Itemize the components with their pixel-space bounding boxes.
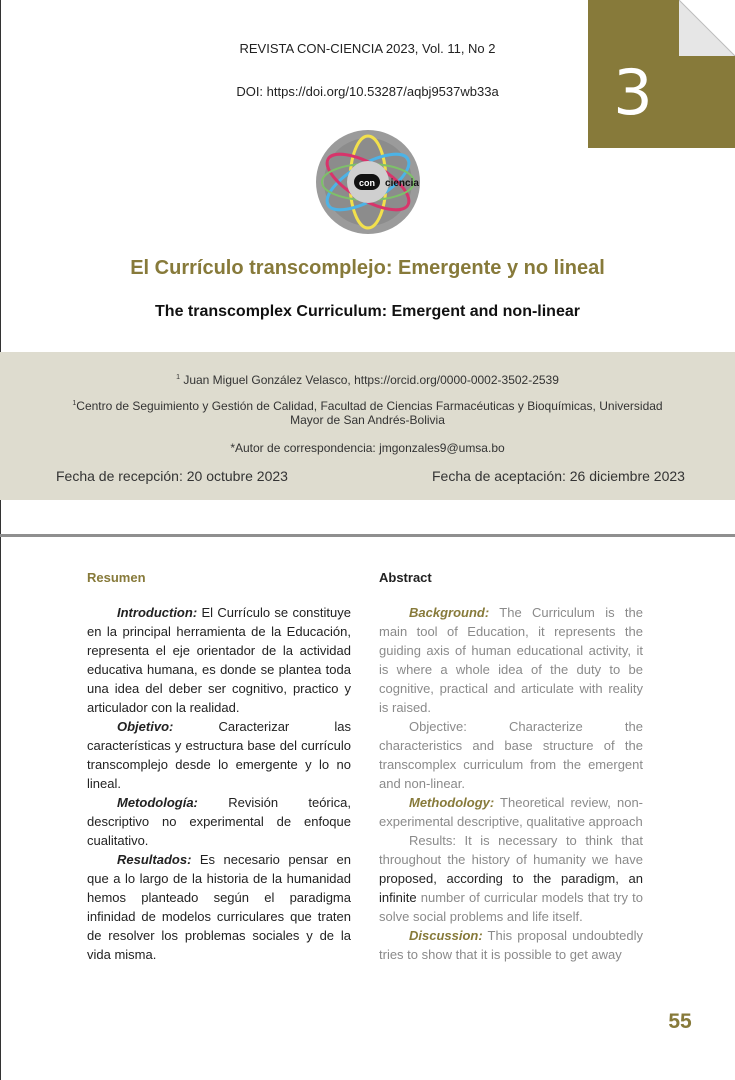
abstract-methodology: Methodology: Theoretical review, non-experimental descriptive, qualitative approach	[379, 795, 643, 829]
page-fold-icon	[679, 0, 735, 56]
page-left-edge	[0, 0, 1, 1080]
doi-line: DOI: https://doi.org/10.53287/aqbj9537wb33a	[236, 84, 499, 99]
accepted-date: Fecha de aceptación: 26 diciembre 2023	[432, 468, 685, 484]
correspondence-line: *Autor de correspondencia: jmgonzales9@umsa.bo	[230, 441, 505, 455]
affiliation-superscript: 1	[72, 400, 77, 407]
resumen-resultados: Resultados: Es necesario pensar en que a lo largo de la historia de la humanidad hemos planteado según el paradigma infinidad de modelos curriculares que traten de resolver los problemas sociales y de la vida misma.	[87, 852, 351, 962]
section-number: 3	[613, 56, 653, 129]
received-date: Fecha de recepción: 20 octubre 2023	[56, 468, 288, 484]
author-name: Juan Miguel González Velasco, https://orcid.org/0000-0002-3502-2539	[183, 373, 559, 387]
abstract-discussion: Discussion: This proposal undoubtedly tries to show that it is possible to get away	[379, 928, 643, 962]
affiliation-text-1: Centro de Seguimiento y Gestión de Calidad, Facultad de Ciencias Farmacéuticas y Bioquímicas, Universidad	[76, 399, 663, 413]
logo-text-ciencia: ciencia	[385, 178, 419, 189]
resumen-objetivo: Objetivo: Caracterizar las características y estructura base del currículo transcomplejo desde lo emergente y lo no lineal.	[87, 719, 351, 791]
resumen-metodologia: Metodología: Revisión teórica, descriptivo no experimental de enfoque cualitativo.	[87, 795, 351, 848]
resumen-heading: Resumen	[87, 570, 146, 585]
conciencia-logo	[314, 128, 422, 236]
article-title-spanish: El Currículo transcomplejo: Emergente y no lineal	[130, 257, 605, 279]
abstract-column	[379, 603, 643, 964]
author-info-band	[0, 352, 735, 500]
page-number: 55	[668, 1010, 692, 1033]
author-superscript: 1	[176, 374, 180, 381]
article-title-english: The transcomplex Curriculum: Emergent and non-linear	[155, 303, 580, 320]
logo-text-con: con	[358, 178, 376, 188]
abstract-heading: Abstract	[379, 570, 432, 585]
resumen-column	[87, 603, 351, 964]
journal-citation: REVISTA CON-CIENCIA 2023, Vol. 11, No 2	[239, 41, 496, 56]
abstract-results: Results: It is necessary to think that throughout the history of humanity we have proposed, according to the paradigm, an infinite number of curricular models that try to solve social problems and life itself.	[379, 833, 643, 924]
affiliation-line-2: Mayor de San Andrés-Bolivia	[290, 413, 445, 427]
author-line	[0, 370, 735, 388]
abstract-objective: Objective: Characterize the characteristics and base structure of the transcomplex curriculum from the emergent and non-linear.	[379, 719, 643, 791]
resumen-introduction: Introduction: El Currículo se constituye en la principal herramienta de la Educación, representa el eje orientador de la actividad educativa humana, es donde se plantea toda una idea del deber ser cognitivo, practico y articulador con la realidad.	[87, 605, 351, 715]
abstract-background: Background: The Curriculum is the main tool of Education, it represents the guiding axis of human educational activity, it is where a whole idea of the duty to be cognitive, practical and articulate with reality is raised.	[379, 605, 643, 715]
section-divider	[0, 534, 735, 537]
